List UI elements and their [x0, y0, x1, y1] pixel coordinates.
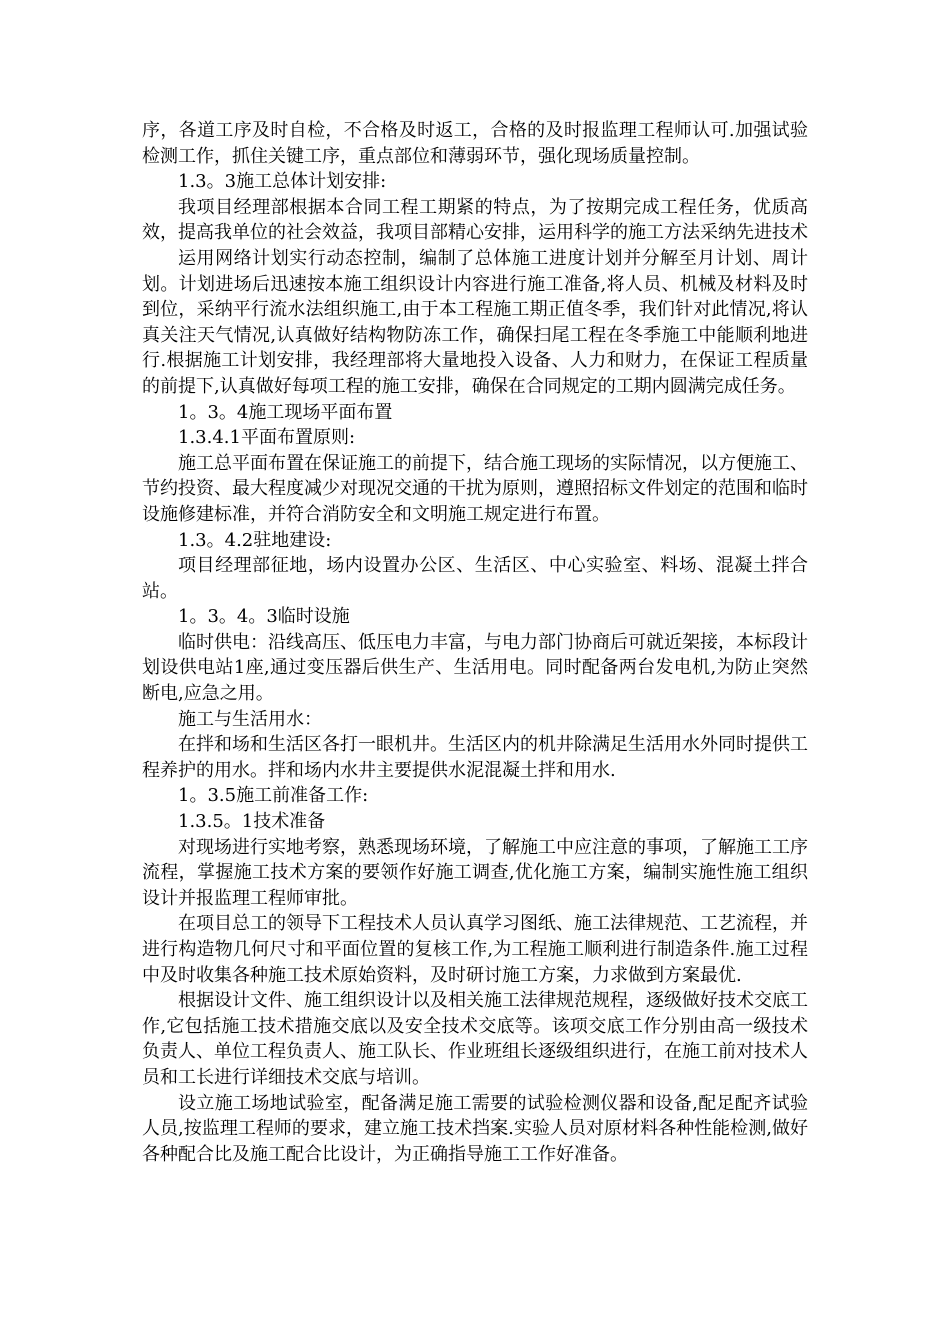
section-heading-1-3-4-1: 1.3.4.1平面布置原则:: [178, 427, 356, 449]
paragraph: 运用网络计划实行动态控制，编制了总体施工进度计划并分解至月计划、周计划。计划进场后迅速按本施工组织设计内容进行施工准备,将人员、机械及材料及时到位，采纳平行流水法组织施工,由于本工程施工期正值冬季，我们针对此情况,将认真关注天气情况,认真做好结构物防冻工作，确保扫尾工程在冬季施工中能顺利地进行.根据施工计划安排，我经理部将大量地投入设备、人力和财力，在保证工程质量的前提下,认真做好每项工程的施工安排，确保在合同规定的工期内圆满完成任务。: [142, 247, 808, 397]
subheading-water-supply: 施工与生活用水：: [178, 708, 322, 730]
section-heading-1-3-5-1: 1.3.5。1技术准备: [178, 811, 326, 833]
paragraph: 根据设计文件、施工组织设计以及相关施工法律规范规程，逐级做好技术交底工作,它包括施工技术措施交底以及安全技术交底等。该项交底工作分别由高一级技术负责人、单位工程负责人、施工队长、作业班组长逐级组织进行，在施工前对技术人员和工长进行详细技术交底与培训。: [142, 990, 808, 1088]
paragraph: 临时供电：沿线高压、低压电力丰富，与电力部门协商后可就近架接，本标段计划设供电站1座,通过变压器后供生产、生活用电。同时配备两台发电机,为防止突然断电,应急之用。: [142, 631, 808, 705]
paragraph: 项目经理部征地，场内设置办公区、生活区、中心实验室、料场、混凝土拌合站。: [142, 555, 808, 602]
section-heading-1-3-3: 1.3。3施工总体计划安排:: [178, 171, 387, 193]
section-heading-1-3-4-3: 1。3。4。3临时设施: [178, 606, 350, 628]
section-heading-1-3-4-2: 1.3。4.2驻地建设:: [178, 529, 332, 551]
section-heading-1-3-4: 1。3。4施工现场平面布置: [178, 401, 393, 423]
paragraph: 在项目总工的领导下工程技术人员认真学习图纸、施工法律规范、工艺流程，并进行构造物几何尺寸和平面位置的复核工作,为工程施工顺利进行制造条件.施工过程中及时收集各种施工技术原始资料，及时研讨施工方案，力求做到方案最优.: [142, 913, 808, 986]
paragraph: 对现场进行实地考察，熟悉现场环境，了解施工中应注意的事项，了解施工工序流程，掌握施工技术方案的要领作好施工调查,优化施工方案，编制实施性施工组织设计并报监理工程师审批。: [142, 836, 808, 909]
paragraph: 设立施工场地试验室，配备满足施工需要的试验检测仪器和设备,配足配齐试验人员,按监理工程师的要求，建立施工技术挡案.实验人员对原材料各种性能检测,做好各种配合比及施工配合比设计，为正确指导施工工作好准备。: [142, 1092, 808, 1165]
paragraph: 在拌和场和生活区各打一眼机井。生活区内的机井除满足生活用水外同时提供工程养护的用水。拌和场内水井主要提供水泥混凝土拌和用水.: [142, 734, 808, 781]
section-heading-1-3-5: 1。3.5施工前准备工作:: [178, 785, 369, 807]
document-body: [142, 118, 808, 1167]
paragraph-continuation: 序，各道工序及时自检，不合格及时返工，合格的及时报监理工程师认可.加强试验检测工作，抓住关键工序，重点部位和薄弱环节，强化现场质量控制。: [142, 120, 808, 167]
paragraph: 施工总平面布置在保证施工的前提下，结合施工现场的实际情况，以方便施工、节约投资、最大程度减少对现况交通的干扰为原则，遵照招标文件划定的范围和临时设施修建标准，并符合消防安全和文明施工规定进行布置。: [142, 452, 808, 525]
paragraph: 我项目经理部根据本合同工程工期紧的特点，为了按期完成工程任务，优质高效，提高我单位的社会效益，我项目部精心安排，运用科学的施工方法采纳先进技术: [142, 196, 808, 244]
